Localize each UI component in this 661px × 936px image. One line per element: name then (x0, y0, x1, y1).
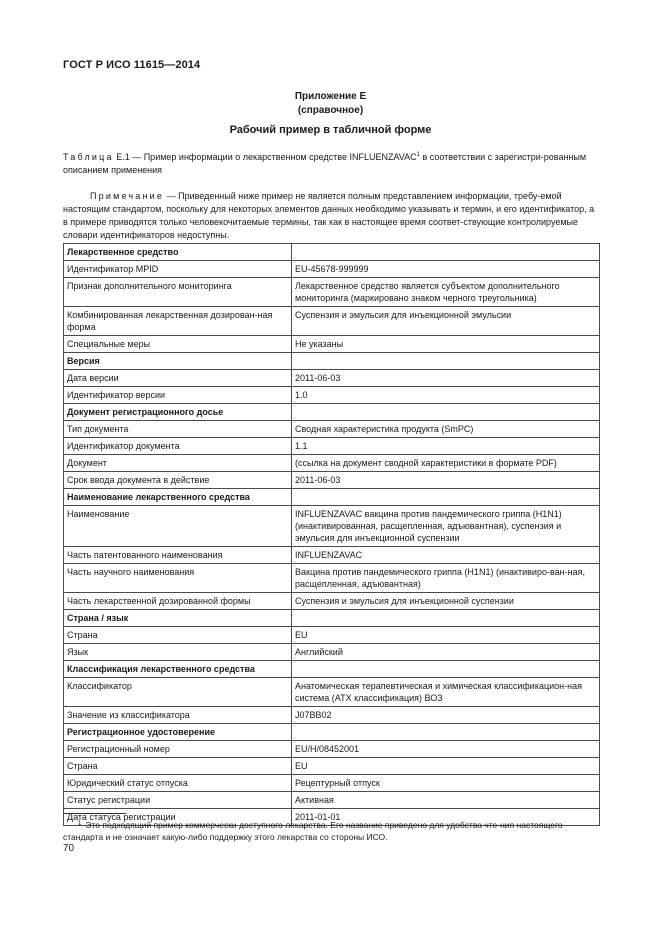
value-cell (292, 724, 600, 741)
table-section-row (64, 404, 600, 421)
attribute-cell: Тип документа (64, 421, 292, 438)
value-cell: Вакцина против пандемического гриппа (H1N1) (инактивиро-ван-ная, расщепленная, адъювантная) (292, 564, 600, 593)
value-cell: INFLUENZAVAC вакцина против пандемического гриппа (H1N1) (инактивированная, расщепленная, адъювантная), суспензия и эмульсия для инъекционной суспензии (292, 506, 600, 547)
attribute-cell: Документ (64, 455, 292, 472)
table-row (64, 455, 600, 472)
footnote-divider (63, 813, 126, 814)
product-info-table (63, 243, 600, 826)
table-section-row (64, 724, 600, 741)
table-row (64, 438, 600, 455)
attribute-cell: Срок ввода документа в действие (64, 472, 292, 489)
value-cell: Сводная характеристика продукта (SmPC) (292, 421, 600, 438)
section-heading-cell: Документ регистрационного досье (64, 404, 292, 421)
footnote-reference: 1 (416, 152, 420, 158)
value-cell: INFLUENZAVAC (292, 547, 600, 564)
caption-label: Таблица (63, 152, 114, 162)
footnote-mark: 1 (78, 821, 82, 827)
table-section-row (64, 353, 600, 370)
value-cell: Лекарственное средство является субъектом дополнительного мониторинга (маркировано знаком черного треугольника) (292, 278, 600, 307)
table-section-row (64, 244, 600, 261)
value-cell: 2011-06-03 (292, 370, 600, 387)
value-cell: EU/H/08452001 (292, 741, 600, 758)
table-row (64, 564, 600, 593)
annex-title: Приложение Е (294, 91, 367, 102)
note-paragraph (63, 190, 600, 242)
table-row (64, 678, 600, 707)
attribute-cell: Специальные меры (64, 336, 292, 353)
value-cell: Суспензия и эмульсия для инъекционной эмульсии (292, 307, 600, 336)
section-heading-cell: Наименование лекарственного средства (64, 489, 292, 506)
attribute-cell: Страна (64, 627, 292, 644)
section-heading-cell: Регистрационное удостоверение (64, 724, 292, 741)
value-cell (292, 489, 600, 506)
attribute-cell: Юридический статус отпуска (64, 775, 292, 792)
value-cell (292, 404, 600, 421)
value-cell (292, 610, 600, 627)
attribute-cell: Идентификатор MPID (64, 261, 292, 278)
table-section-row (64, 661, 600, 678)
value-cell: Рецептурный отпуск (292, 775, 600, 792)
annex-heading (0, 90, 661, 118)
value-cell: EU (292, 758, 600, 775)
caption-text: Е.1 — Пример информации о лекарственном средстве INFLUENZAVAC (113, 152, 417, 162)
value-cell: Английский (292, 644, 600, 661)
table-row (64, 547, 600, 564)
table-row (64, 261, 600, 278)
value-cell (292, 661, 600, 678)
table-row (64, 506, 600, 547)
footnote-text: Это подходящий пример коммерчески доступного лекарства. Его название приведено для удобства чте-ния настоящего стандарта и не означает какую-либо поддержку этого лекарства со стороны ИСО. (63, 820, 563, 842)
value-cell: Активная (292, 792, 600, 809)
attribute-cell: Дата статуса регистрации (64, 809, 292, 826)
section-heading-cell: Версия (64, 353, 292, 370)
attribute-cell: Значение из классификатора (64, 707, 292, 724)
attribute-cell: Идентификатор версии (64, 387, 292, 404)
table-row (64, 707, 600, 724)
value-cell: EU-45678-999999 (292, 261, 600, 278)
section-heading-cell: Страна / язык (64, 610, 292, 627)
table-caption (63, 151, 600, 177)
note-text: — Приведенный ниже пример не является полным представлением информации, требу-емой настоящим стандартом, поскольку для некоторых элементов данных необходимо указывать и термин, и его идентификатор, а в примере приводятся только человекочитаемые термины, так как в настоящее время соответ-ствующие контролируемые словари идентификаторов недоступны. (63, 191, 595, 240)
table-row (64, 758, 600, 775)
value-cell (292, 353, 600, 370)
attribute-cell: Статус регистрации (64, 792, 292, 809)
value-cell: 2011-06-03 (292, 472, 600, 489)
annex-subtitle: (справочное) (297, 105, 364, 116)
value-cell: Не указаны (292, 336, 600, 353)
table-row (64, 741, 600, 758)
note-label: Примечание (90, 191, 165, 201)
caption-text-end: в соответствии с зарегистри-рованным описанием применения (63, 152, 587, 175)
attribute-cell: Часть лекарственной дозированной формы (64, 593, 292, 610)
attribute-cell: Наименование (64, 506, 292, 547)
attribute-cell: Признак дополнительного мониторинга (64, 278, 292, 307)
value-cell: 2011-01-01 (292, 809, 600, 826)
document-header: ГОСТ Р ИСО 11615—2014 (63, 59, 201, 71)
table-row (64, 370, 600, 387)
table-row (64, 775, 600, 792)
table-section-row (64, 610, 600, 627)
attribute-cell: Регистрационный номер (64, 741, 292, 758)
table-row (64, 644, 600, 661)
attribute-cell: Язык (64, 644, 292, 661)
table-row (64, 627, 600, 644)
attribute-cell: Комбинированная лекарственная дозирован-ная форма (64, 307, 292, 336)
value-cell: 1.1 (292, 438, 600, 455)
section-heading-cell: Классификация лекарственного средства (64, 661, 292, 678)
table-row (64, 472, 600, 489)
table-row (64, 593, 600, 610)
section-heading-cell: Лекарственное средство (64, 244, 292, 261)
value-cell: J07BB02 (292, 707, 600, 724)
value-cell: (ссылка на документ сводной характеристики в формате PDF) (292, 455, 600, 472)
attribute-cell: Страна (64, 758, 292, 775)
table-row (64, 336, 600, 353)
attribute-cell: Часть патентованного наименования (64, 547, 292, 564)
table-row (64, 307, 600, 336)
table-section-row (64, 489, 600, 506)
value-cell: Анатомическая терапевтическая и химическая классификацион-ная система (ATX классификация) ВОЗ (292, 678, 600, 707)
page-number: 70 (63, 843, 75, 854)
attribute-cell: Идентификатор документа (64, 438, 292, 455)
attribute-cell: Классификатор (64, 678, 292, 707)
attribute-cell: Дата версии (64, 370, 292, 387)
attribute-cell: Часть научного наименования (64, 564, 292, 593)
value-cell (292, 244, 600, 261)
footnote (63, 818, 600, 843)
section-title: Рабочий пример в табличной форме (229, 124, 432, 136)
table-body (64, 244, 600, 826)
table-row (64, 792, 600, 809)
value-cell: 1.0 (292, 387, 600, 404)
table-row (64, 387, 600, 404)
table-row (64, 278, 600, 307)
table-row (64, 421, 600, 438)
value-cell: EU (292, 627, 600, 644)
value-cell: Суспензия и эмульсия для инъекционной суспензии (292, 593, 600, 610)
